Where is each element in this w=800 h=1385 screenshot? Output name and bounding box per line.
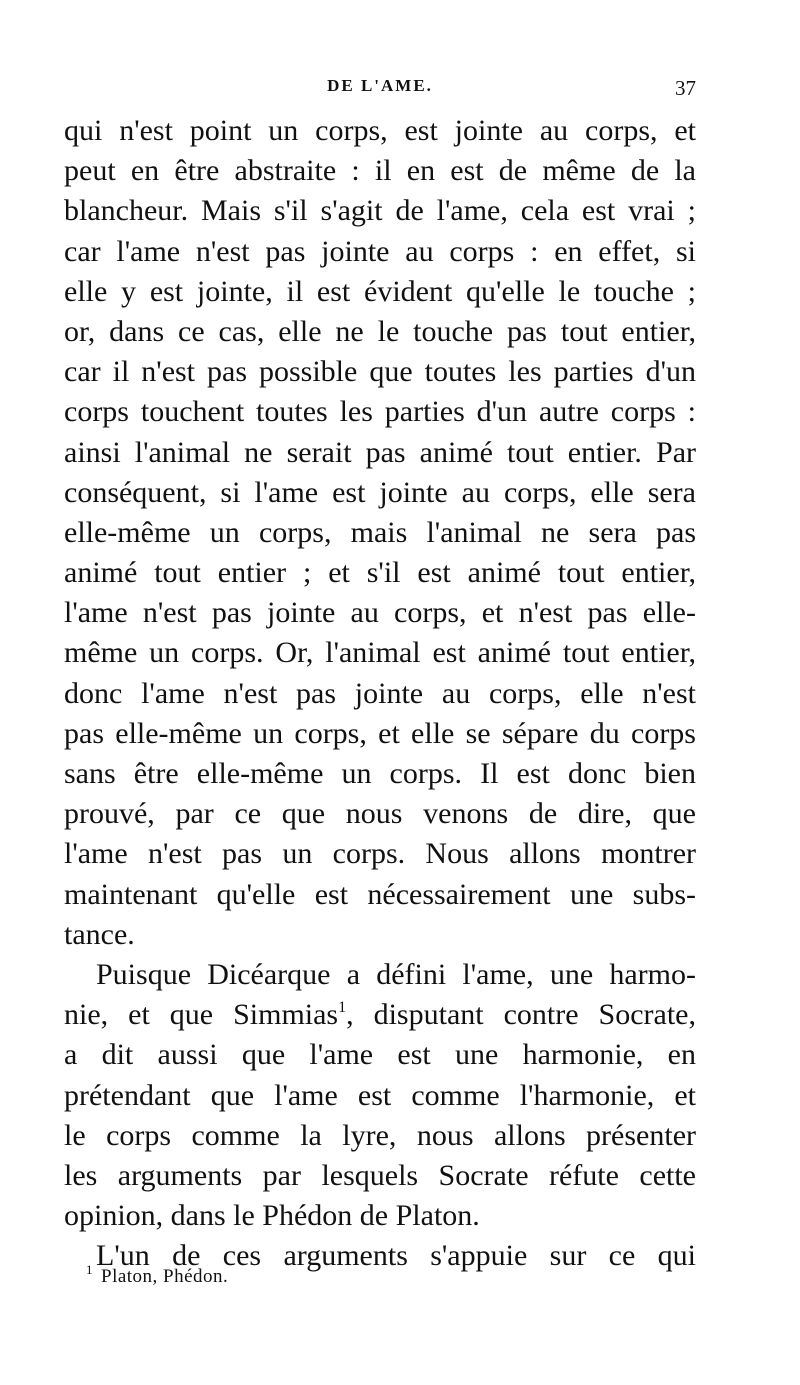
text-line: l'ame n'est pas un corps. Nous allons montrer <box>64 837 696 871</box>
running-title: DE L'AME. <box>327 76 433 95</box>
text-line: car l'ame n'est pas jointe au corps : en effet, si <box>64 234 696 268</box>
text-line: car il n'est pas possible que toutes les parties d'un <box>64 355 696 389</box>
text-line: l'ame n'est pas jointe au corps, et n'est pas elle- <box>64 596 696 630</box>
body-text <box>64 111 696 1276</box>
text-line: opinion, dans le Phédon de Platon. <box>64 1199 480 1233</box>
text-fragment: , disputant contre Socrate, <box>346 998 696 1032</box>
text-line: or, dans ce cas, elle ne le touche pas tout entier, <box>64 314 696 348</box>
text-line-with-footnote-ref <box>64 995 696 1035</box>
page-number: 37 <box>675 76 696 100</box>
footnote <box>86 1262 229 1288</box>
text-line: tance. <box>64 917 135 951</box>
paragraph-start-line: Puisque Dicéarque a défini l'ame, une harmo- <box>96 957 696 991</box>
text-fragment: nie, et que Simmias <box>64 998 339 1032</box>
text-line: blancheur. Mais s'il s'agit de l'ame, cela est vrai ; <box>64 194 696 228</box>
text-line: conséquent, si l'ame est jointe au corps, elle sera <box>64 475 696 509</box>
paragraph-start-line: L'un de ces arguments s'appuie sur ce qui <box>96 1239 696 1273</box>
text-line: elle y est jointe, il est évident qu'elle le touche ; <box>64 274 696 308</box>
text-line: prouvé, par ce que nous venons de dire, que <box>64 797 696 831</box>
footnote-reference-marker: 1 <box>338 999 347 1017</box>
footnote-text: Platon, Phédon. <box>101 1266 229 1287</box>
text-line: corps touchent toutes les parties d'un autre corps : <box>64 395 696 429</box>
text-line: donc l'ame n'est pas jointe au corps, elle n'est <box>64 676 696 710</box>
running-head <box>64 76 696 100</box>
text-line: peut en être abstraite : il en est de même de la <box>64 154 696 188</box>
text-line: a dit aussi que l'ame est une harmonie, en <box>64 1038 696 1072</box>
text-line: maintenant qu'elle est nécessairement une subs- <box>64 877 696 911</box>
text-line: même un corps. Or, l'animal est animé tout entier, <box>64 636 696 670</box>
text-line: qui n'est point un corps, est jointe au corps, et <box>64 114 696 147</box>
text-line: prétendant que l'ame est comme l'harmonie, et <box>64 1078 696 1112</box>
text-line: les arguments par lesquels Socrate réfute cette <box>64 1158 696 1192</box>
text-line: pas elle-même un corps, et elle se sépare du corps <box>64 716 696 750</box>
text-line: sans être elle-même un corps. Il est donc bien <box>64 757 696 790</box>
text-line: elle-même un corps, mais l'animal ne sera pas <box>64 515 696 549</box>
footnote-marker: 1 <box>86 1262 93 1277</box>
text-line: animé tout entier ; et s'il est animé tout entier, <box>64 556 696 590</box>
text-line: ainsi l'animal ne serait pas animé tout entier. Par <box>64 435 696 469</box>
text-line: le corps comme la lyre, nous allons présenter <box>64 1118 696 1152</box>
